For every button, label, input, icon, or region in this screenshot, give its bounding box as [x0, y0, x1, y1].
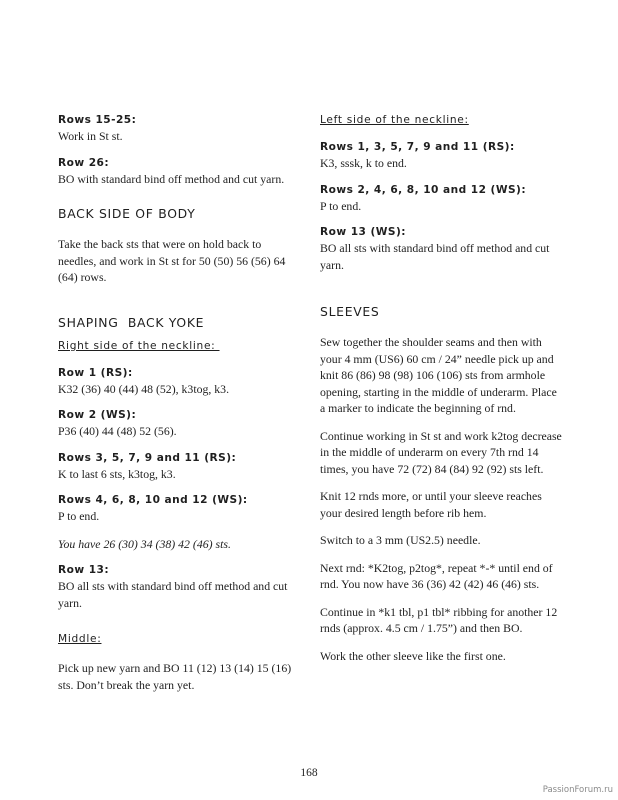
left-rows-odd-block: [320, 140, 565, 172]
rows-even-block: [58, 493, 298, 525]
left-rows-even-heading: Rows 2, 4, 6, 8, 10 and 12 (WS):: [320, 183, 527, 196]
row-2-block: [58, 408, 298, 440]
rows-15-25-block: [58, 113, 298, 145]
left-rows-even-block: [320, 183, 565, 215]
row-26-heading: Row 26:: [58, 156, 110, 169]
watermark: PassionForum.ru: [542, 785, 613, 795]
back-side-block: [58, 236, 298, 286]
left-neckline-subtitle: Left side of the neckline:: [320, 114, 469, 126]
row-13-heading: Row 13:: [58, 564, 110, 576]
sleeves-text-2: Continue working in St st and work k2tog decrease in the middle of underarm on every 7th rnd 14 times, you have 72 (72) 84 (84) 92 (92) sts left.: [320, 428, 562, 476]
rows-15-25-text: Work in St st.: [58, 129, 123, 143]
back-side-text: Take the back sts that were on hold back to needles, and work in St st for 50 (50) 56 (56) 64 (64) rows.: [58, 237, 286, 284]
right-neckline-subtitle: Right side of the neckline:: [58, 339, 220, 352]
left-row-13-text: BO all sts with standard bind off method and cut yarn.: [320, 241, 550, 272]
left-column: [58, 113, 298, 693]
sleeves-paragraph: [320, 428, 565, 478]
middle-subtitle: Middle:: [58, 633, 102, 645]
row-1-heading: Row 1 (RS):: [58, 366, 133, 379]
rows-even-heading: Rows 4, 6, 8, 10 and 12 (WS):: [58, 494, 248, 506]
row-26-block: [58, 156, 298, 188]
page-number: 168: [300, 767, 318, 779]
sleeves-text-5: Next rnd: *K2tog, p2tog*, repeat *-* until end of rnd. You now have 36 (36) 42 (42) 46 (46) sts.: [320, 560, 553, 591]
row-1-text: K32 (36) 40 (44) 48 (52), k3tog, k3.: [58, 381, 230, 396]
sleeves-paragraph: [320, 334, 565, 417]
sleeves-paragraph: [320, 604, 565, 637]
sleeves-paragraph: [320, 532, 565, 549]
rows-odd-block: [58, 451, 298, 483]
left-rows-odd-text: K3, sssk, k to end.: [320, 156, 407, 170]
row-1-block: [58, 366, 298, 398]
row-13-text: BO all sts with standard bind off method and cut yarn.: [58, 579, 288, 610]
rows-even-text: P to end.: [58, 509, 100, 523]
right-column: [320, 113, 565, 675]
left-row-13-block: [320, 225, 565, 273]
sleeves-text-3: Knit 12 rnds more, or until your sleeve reaches your desired length before rib hem.: [320, 489, 542, 520]
row-2-text: P36 (40) 44 (48) 52 (56).: [58, 424, 177, 438]
rows-odd-text: K to last 6 sts, k3tog, k3.: [58, 466, 176, 481]
middle-text: Pick up new yarn and BO 11 (12) 13 (14) 15 (16) sts. Don’t break the yarn yet.: [58, 661, 292, 692]
rows-15-25-heading: Rows 15-25:: [58, 114, 137, 126]
stitch-count-note: You have 26 (30) 34 (38) 42 (46) sts.: [58, 536, 231, 551]
sleeves-title: SLEEVES: [320, 304, 380, 319]
left-row-13-heading: Row 13 (WS):: [320, 226, 406, 238]
left-rows-odd-heading: Rows 1, 3, 5, 7, 9 and 11 (RS):: [320, 141, 515, 153]
stitch-count-note-block: [58, 536, 298, 553]
sleeves-text-4: Switch to a 3 mm (US2.5) needle.: [320, 533, 481, 547]
shaping-title: SHAPING BACK YOKE: [58, 314, 205, 330]
sleeves-paragraph: [320, 488, 565, 521]
sleeves-text-1: Sew together the shoulder seams and then with your 4 mm (US6) 60 cm / 24” needle pick up and knit 86 (86) 98 (98) 106 (106) sts from armhole opening, starting in the middle of underarm. Place a marker to indicate the beginning of rnd.: [320, 335, 557, 415]
rows-odd-heading: Rows 3, 5, 7, 9 and 11 (RS):: [58, 451, 237, 464]
sleeves-text-7: Work the other sleeve like the first one.: [320, 648, 506, 663]
row-13-block: [58, 563, 298, 611]
row-26-text: BO with standard bind off method and cut yarn.: [58, 171, 285, 186]
back-side-title: BACK SIDE OF BODY: [58, 206, 196, 221]
sleeves-paragraph: [320, 560, 565, 593]
left-rows-even-text: P to end.: [320, 198, 362, 213]
sleeves-paragraph: [320, 648, 565, 665]
row-2-heading: Row 2 (WS):: [58, 409, 137, 421]
sleeves-text-6: Continue in *k1 tbl, p1 tbl* ribbing for another 12 rnds (approx. 4.5 cm / 1.75”) and then BO.: [320, 604, 558, 635]
